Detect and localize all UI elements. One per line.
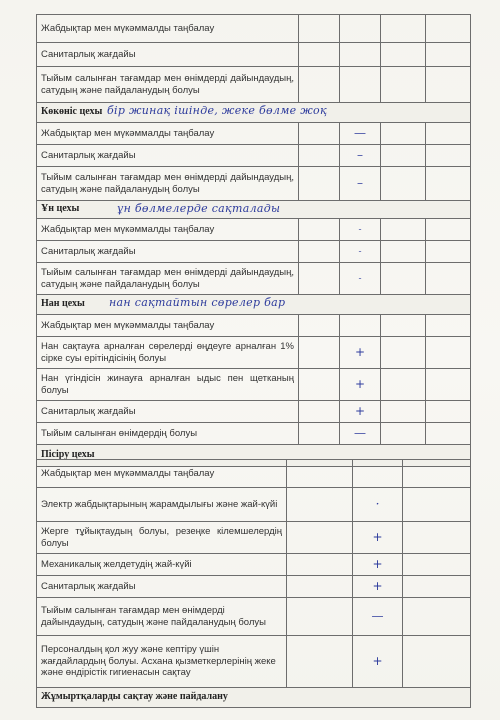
section-title: Ұн цехы [41,203,80,215]
row-label: Нан үгіндісін жинауға арналған ыдыс пен щетканың болуы [37,369,299,401]
row-label: Санитарлық жағдайы [37,576,287,598]
handwritten-mark: - [358,246,362,257]
table-row [37,554,471,576]
table-row [37,522,471,554]
table-row [37,263,471,295]
table-row [37,369,471,401]
table-row [37,401,471,423]
handwritten-mark: – [357,147,363,162]
section-header-bread [37,295,471,315]
handwritten-mark: — [371,608,384,623]
handwritten-mark: + [372,556,383,571]
section-title: Нан цехы [41,298,85,310]
handwritten-mark: + [372,578,383,593]
row-label: Жабдықтар мен мүкәммалды таңбалау [37,460,287,488]
handwritten-mark: + [372,529,383,544]
table-row [37,219,471,241]
section-title: Пісіру цехы [41,449,95,461]
handwritten-note: бір жинақ ішінде, жеке бөлме жоқ [107,104,327,117]
row-label: Тыйым салынған тағамдар мен өнімдерді дайындаудың, сатудың және пайдаланудың болуы [37,67,299,103]
table-row [37,598,471,636]
table-row [37,636,471,688]
table-row [37,337,471,369]
row-label: Санитарлық жағдайы [37,401,299,423]
row-label: Жабдықтар мен мүкәммалды таңбалау [37,15,299,43]
handwritten-mark: + [354,376,366,391]
table-row [37,167,471,201]
row-label: Механикалық желдетудің жай-күйі [37,554,287,576]
row-label: Персоналдың қол жуу және кептіру үшін жағдайлардың болуы. Асхана қызметкерлерінің жеке және өндірістік гигиенасын сақтау [37,636,287,688]
row-label: Нан сақтауға арналған сөрелерді өңдеуге арналған 1% сірке суы ерітіндісінің болуы [37,337,299,369]
table-row [37,460,471,488]
handwritten-mark: + [354,403,366,418]
table-row [37,241,471,263]
section-header-veg [37,103,471,123]
handwritten-mark: – [357,175,363,190]
handwritten-mark: - [358,273,362,284]
row-label: Санитарлық жағдайы [37,145,299,167]
section-header-eggs [37,688,471,708]
handwritten-mark: + [372,653,383,668]
table-row [37,43,471,67]
table-row [37,423,471,445]
handwritten-mark: — [354,125,366,140]
table-row [37,315,471,337]
table-row [37,488,471,522]
table-row [37,145,471,167]
row-label: Жерге тұйықтаудың болуы, резеңке кілемшелердің болуы [37,522,287,554]
row-label: Тыйым салынған тағамдар мен өнімдерді дайындаудың, сатудың және пайдаланудың болуы [37,263,299,295]
table-row [37,15,471,43]
row-label: Электр жабдықтарының жарамдылығы және жай-күйі [37,488,287,522]
handwritten-mark: + [354,344,366,359]
checklist-table-upper [36,14,471,467]
handwritten-mark: · [375,496,380,511]
section-title: Жұмыртқаларды сақтау және пайдалану [41,691,228,703]
row-label: Жабдықтар мен мүкәммалды таңбалау [37,123,299,145]
row-label: Жабдықтар мен мүкәммалды таңбалау [37,315,299,337]
row-label: Санитарлық жағдайы [37,241,299,263]
section-header-flour [37,201,471,219]
row-label: Тыйым салынған тағамдар мен өнімдерді дайындаудың, сатудың және пайдаланудың болуы [37,598,287,636]
row-label: Жабдықтар мен мүкәммалды таңбалау [37,219,299,241]
row-label: Тыйым салынған өнімдердің болуы [37,423,299,445]
row-label: Санитарлық жағдайы [37,43,299,67]
checklist-table-lower [36,459,471,708]
section-title: Көкөніс цехы [41,106,103,118]
row-label: Тыйым салынған тағамдар мен өнімдерді дайындаудың, сатудың және пайдаланудың болуы [37,167,299,201]
handwritten-mark: — [354,425,366,440]
handwritten-note: нан сақтайтын сөрелер бар [109,296,286,309]
handwritten-note: ұн бөлмелерде сақталады [117,202,281,215]
table-row [37,67,471,103]
table-row [37,123,471,145]
table-row [37,576,471,598]
handwritten-mark: - [358,224,362,235]
